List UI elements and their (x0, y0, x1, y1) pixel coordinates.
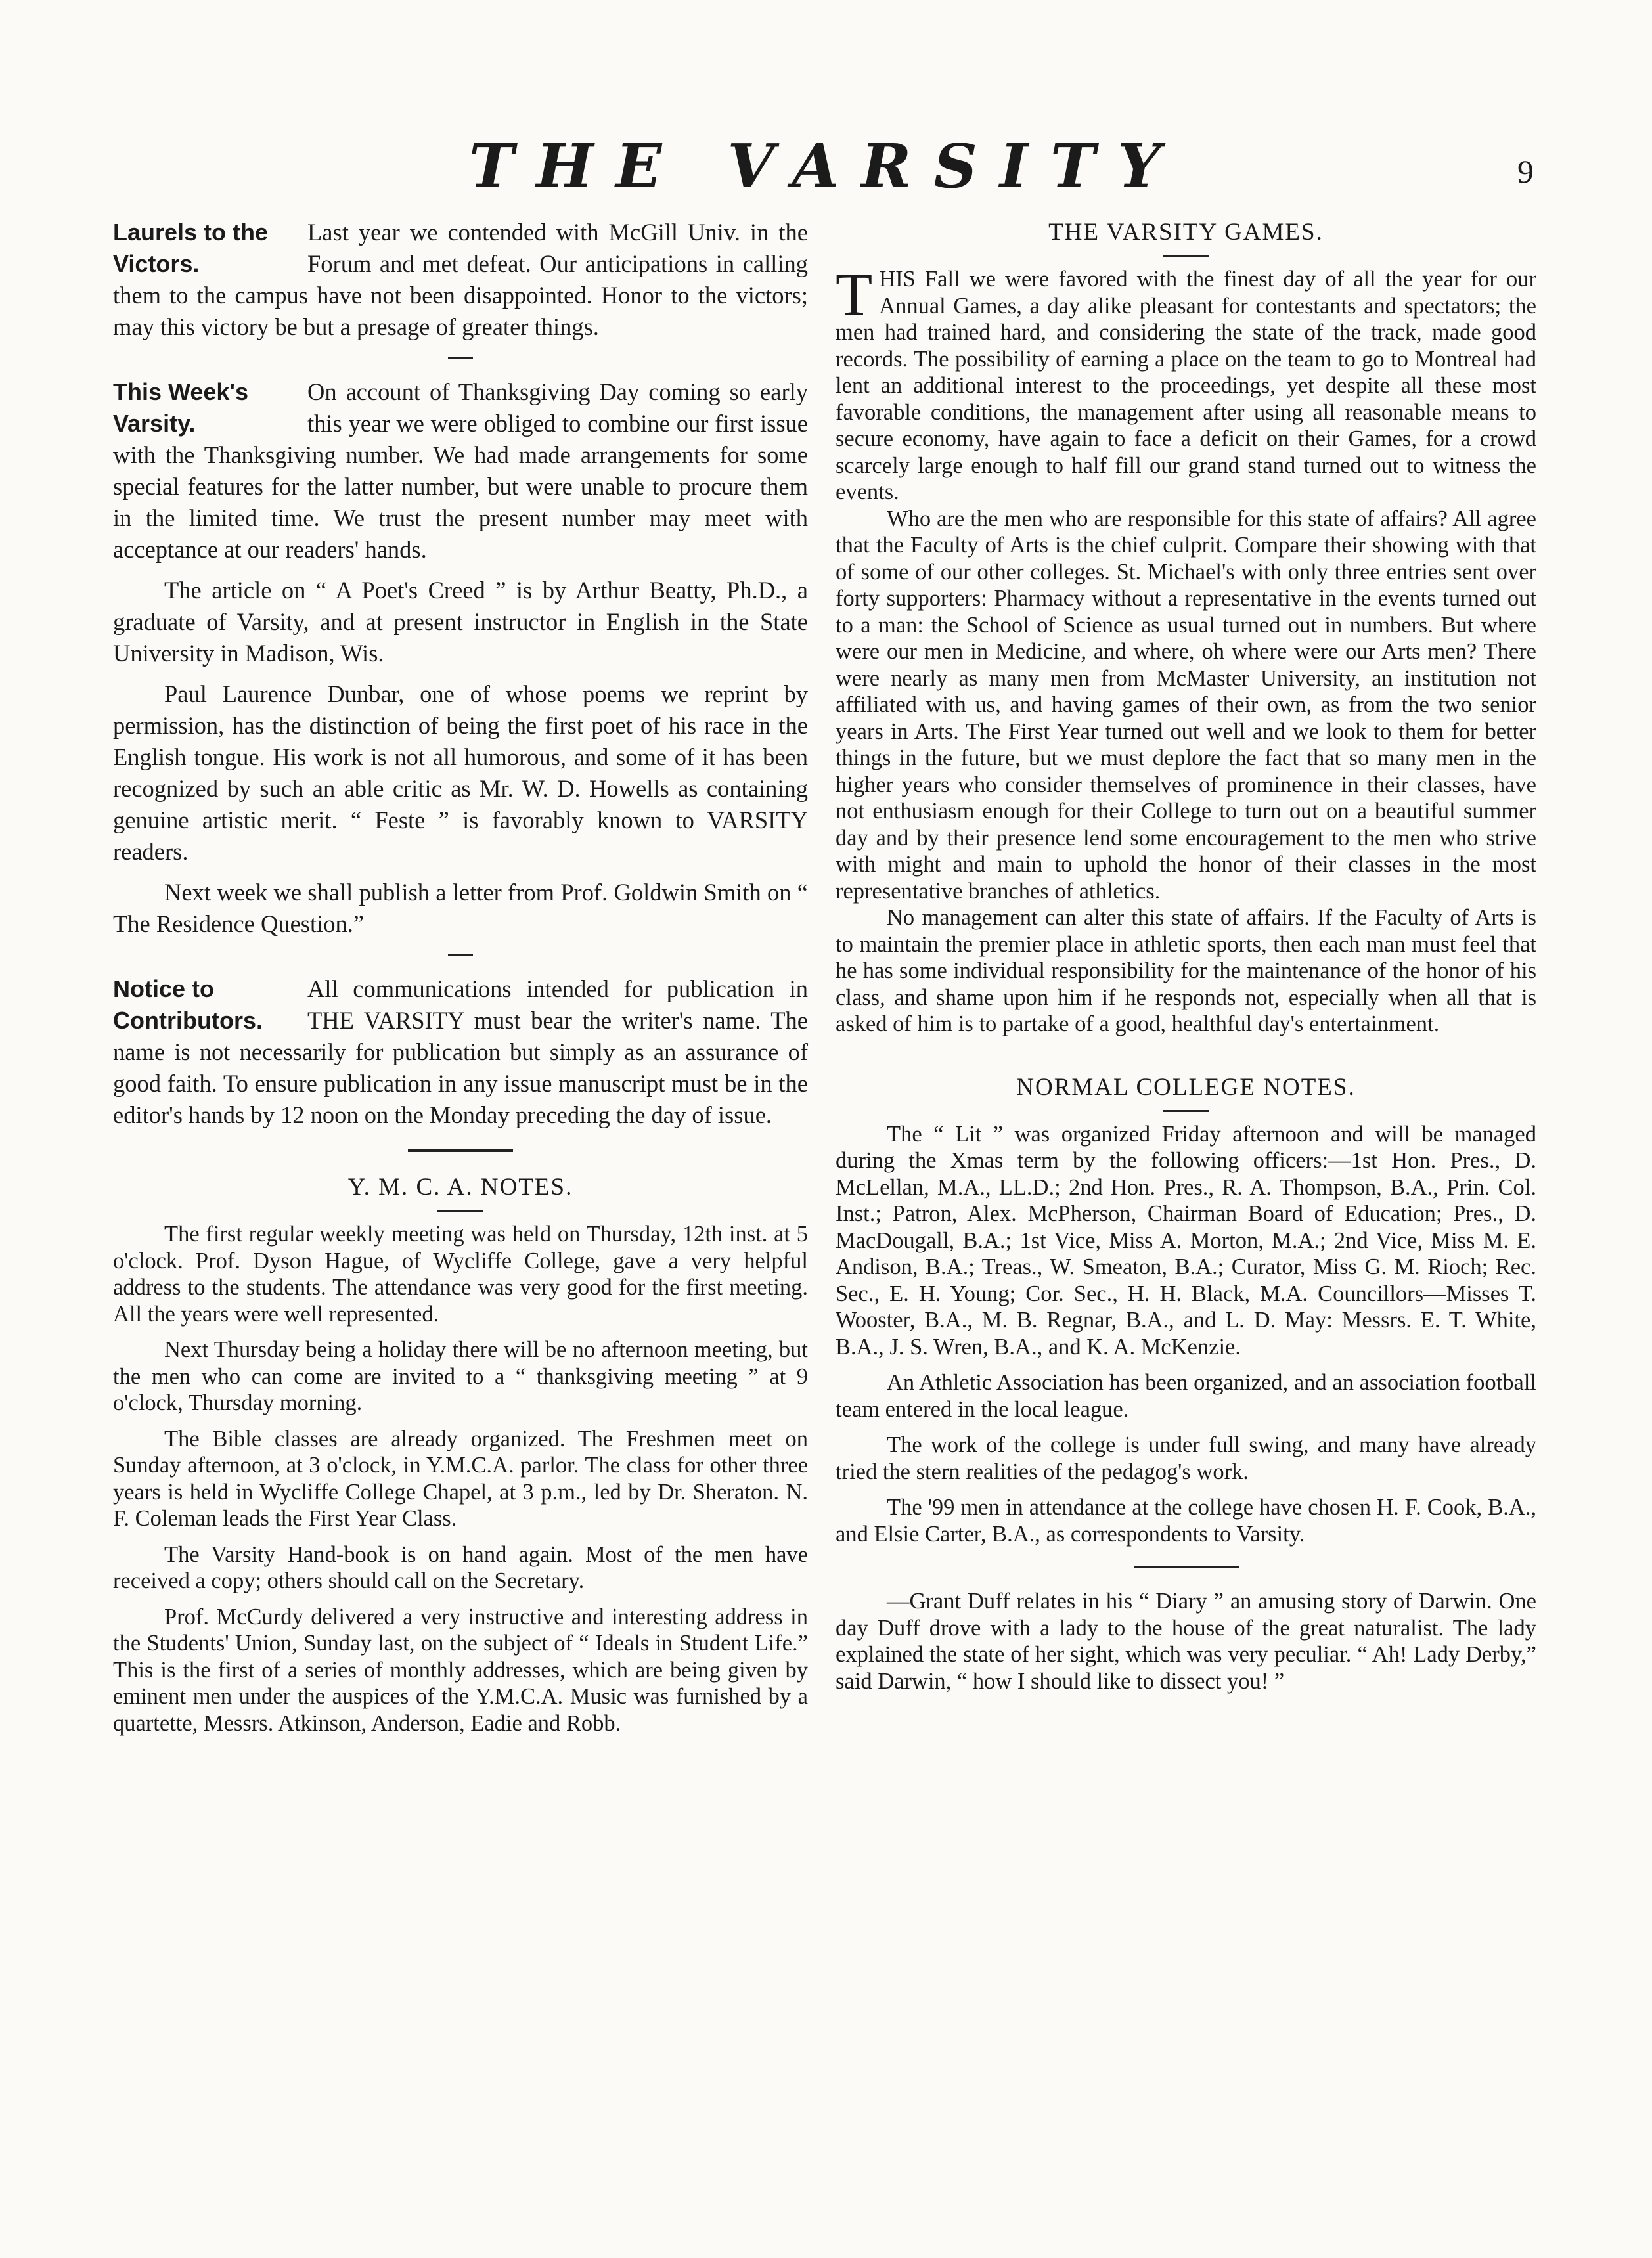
page-number: 9 (1517, 153, 1534, 190)
games-paragraph: No management can alter this state of affairs. If the Faculty of Arts is to maintain the premier place in athletic sports, then each man must feel that he has some individual responsibility for the maintenance of the honor of his class, and shame upon him if he responds not, especially when all that is asked of him is to partake of a good, healthful day's entertainment. (836, 905, 1536, 1036)
normal-college-paragraph: An Athletic Association has been organized, and an association football team entered in the local league. (836, 1370, 1536, 1422)
games-title: THE VARSITY GAMES. (1048, 219, 1324, 246)
normal-college-paragraph: The '99 men in attendance at the college have chosen H. F. Cook, B.A., and Elsie Carter, B.A., as correspondents to Varsity. (836, 1495, 1536, 1547)
left-column (113, 217, 808, 1737)
games-paragraph (836, 261, 1536, 506)
editorial-heading: This Week's Varsity. (113, 378, 248, 437)
section-divider (408, 1149, 513, 1152)
title-rule (1163, 1110, 1209, 1112)
editorial-paragraph: On account of Thanksgiving Day coming so early this year we were obliged to combine our first issue with the Thanksgiving number. We had made arrangements for some special features for the latter number, but were unable to procure them in the limited time. We trust the present number may meet with acceptance at our readers' hands. (113, 378, 808, 563)
games-paragraph: Who are the men who are responsible for this state of affairs? All agree that the Faculty of Arts is the chief culprit. Compare their showing with that of some of our other colleges. St. Michael's with only three entries sent over forty supporters: Pharmacy without a representative in the events turned out to a man: the School of Science as usual turned out in numbers. But where were our men in Medicine, and where, oh where were our Arts men? There were nearly as many men from McMaster University, an institution not affiliated with us, and having games of their own, as from the two senior years in Arts. The First Year turned out well and we look to them for better things in the future, but we must deplore the fact that so many men in the higher years who consider themselves of prominence in their classes, have not enthusiasm enough for their College to turn out on a beautiful summer day and by their presence lend some encouragement to the men who strive with might and main to uphold the honor of their classes in the most representative branches of athletics. (836, 506, 1536, 904)
editorial-paragraph: Last year we contended with McGill Univ. in the Forum and met defeat. Our anticipations in calling them to the campus have not been disappointed. Honor to the victors; may this victory be but a presage of greater things. (113, 219, 808, 340)
masthead (0, 130, 1652, 202)
games-first-paragraph: HIS Fall we were favored with the finest day of all the year for our Annual Games, a day alike pleasant for contestants and spectators; the men had trained hard, and considering the state of the track, made good records. The possibility of earning a place on the team to go to Montreal had lent an additional interest to the proceedings, yet despite all these most favorable conditions, the management after using all reasonable means to secure economy, have again to face a deficit on their Games, for a crowd scarcely large enough to half fill our grand stand turned out to witness the events. (836, 267, 1536, 504)
normal-college-paragraph: The “ Lit ” was organized Friday afternoon and will be managed during the Xmas term by the following officers:—1st Hon. Pres., D. McLellan, M.A., LL.D.; 2nd Hon. Pres., R. A. Thompson, B.A., Prin. Col. Inst.; Patron, Alex. McPherson, Chairman Board of Education; Pres., D. MacDougall, B.A.; 1st Vice, Miss A. Morton, M.A.; 2nd Vice, Miss M. E. Andison, B.A.; Treas., W. Smeaton, B.A.; Curator, Miss G. M. Rioch; Rec. Sec., E. H. Young; Cor. Sec., H. H. Black, M.A. Councillors—Misses T. Wooster, B.A., M. B. Regnar, B.A., and L. D. May: Messrs. E. T. White, B.A., J. S. Wren, B.A., and K. A. McKenzie. (836, 1121, 1536, 1360)
normal-college-title: NORMAL COLLEGE NOTES. (1016, 1073, 1356, 1101)
right-column (836, 217, 1536, 1694)
divider (448, 954, 473, 956)
divider (448, 357, 473, 359)
ymca-paragraph: Prof. McCurdy delivered a very instructive and interesting address in the Students' Union, Sunday last, on the subject of “ Ideals in Student Life.” This is the first of a series of monthly addresses, which are being given by eminent men under the auspices of the Y.M.C.A. Music was furnished by a quartette, Messrs. Atkinson, Anderson, Eadie and Robb. (113, 1604, 808, 1736)
editorial-heading: Laurels to the Victors. (113, 219, 269, 277)
editorial-paragraph: The article on “ A Poet's Creed ” is by Arthur Beatty, Ph.D., a graduate of Varsity, and at present instructor in English in the State University in Madison, Wis. (113, 577, 808, 667)
editorial-paragraph: Paul Laurence Dunbar, one of whose poems we reprint by permission, has the distinction of being the first poet of his race in the English tongue. His work is not all humorous, and some of it has been recognized by such an able critic as Mr. W. D. Howells as containing genuine artistic merit. “ Feste ” is favorably known to VARSITY readers. (113, 680, 808, 865)
editorial-this-week (113, 376, 808, 565)
ymca-paragraph: The Varsity Hand-book is on hand again. Most of the men have received a copy; others should call on the Secretary. (113, 1541, 808, 1593)
darwin-anecdote: —Grant Duff relates in his “ Diary ” an amusing story of Darwin. One day Duff drove with a lady to the house of the great naturalist. The lady explained the state of her sight, which was very peculiar. “ Ah! Lady Derby,” said Darwin, “ how I should like to dissect you! ” (836, 1589, 1536, 1694)
title-rule (1163, 255, 1209, 257)
title-rule (437, 1210, 483, 1212)
games-dropcap: T (836, 261, 873, 328)
ymca-paragraph: Next Thursday being a holiday there will be no afternoon meeting, but the men who can come are invited to a “ thanksgiving meeting ” at 9 o'clock, Thursday morning. (113, 1337, 808, 1415)
masthead-title: THE VARSITY (468, 131, 1184, 202)
editorial-heading: Notice to Contributors. (113, 975, 263, 1034)
editorial-laurels (113, 217, 808, 343)
editorial-notice (113, 973, 808, 1131)
section-divider (1134, 1566, 1239, 1568)
editorial-paragraph: All communications intended for publication in THE VARSITY must bear the writer's name. The name is not necessarily for publication but simply as an assurance of good faith. To ensure publication in any issue manuscript must be in the editor's hands by 12 noon on the Monday preceding the day of issue. (113, 975, 808, 1128)
ymca-paragraph: The Bible classes are already organized. The Freshmen meet on Sunday afternoon, at 3 o'clock, in Y.M.C.A. parlor. The class for other three years is held in Wycliffe College Chapel, at 3 p.m., led by Dr. Sheraton. N. F. Coleman leads the First Year Class. (113, 1426, 808, 1531)
normal-college-paragraph: The work of the college is under full swing, and many have already tried the stern realities of the pedagog's work. (836, 1432, 1536, 1484)
ymca-title: Y. M. C. A. NOTES. (347, 1174, 573, 1201)
editorial-paragraph: Next week we shall publish a letter from Prof. Goldwin Smith on “ The Residence Question.” (113, 879, 808, 937)
ymca-paragraph: The first regular weekly meeting was held on Thursday, 12th inst. at 5 o'clock. Prof. Dyson Hague, of Wycliffe College, gave a very helpful address to the students. The attendance was very good for the first meeting. All the years were well represented. (113, 1222, 808, 1327)
